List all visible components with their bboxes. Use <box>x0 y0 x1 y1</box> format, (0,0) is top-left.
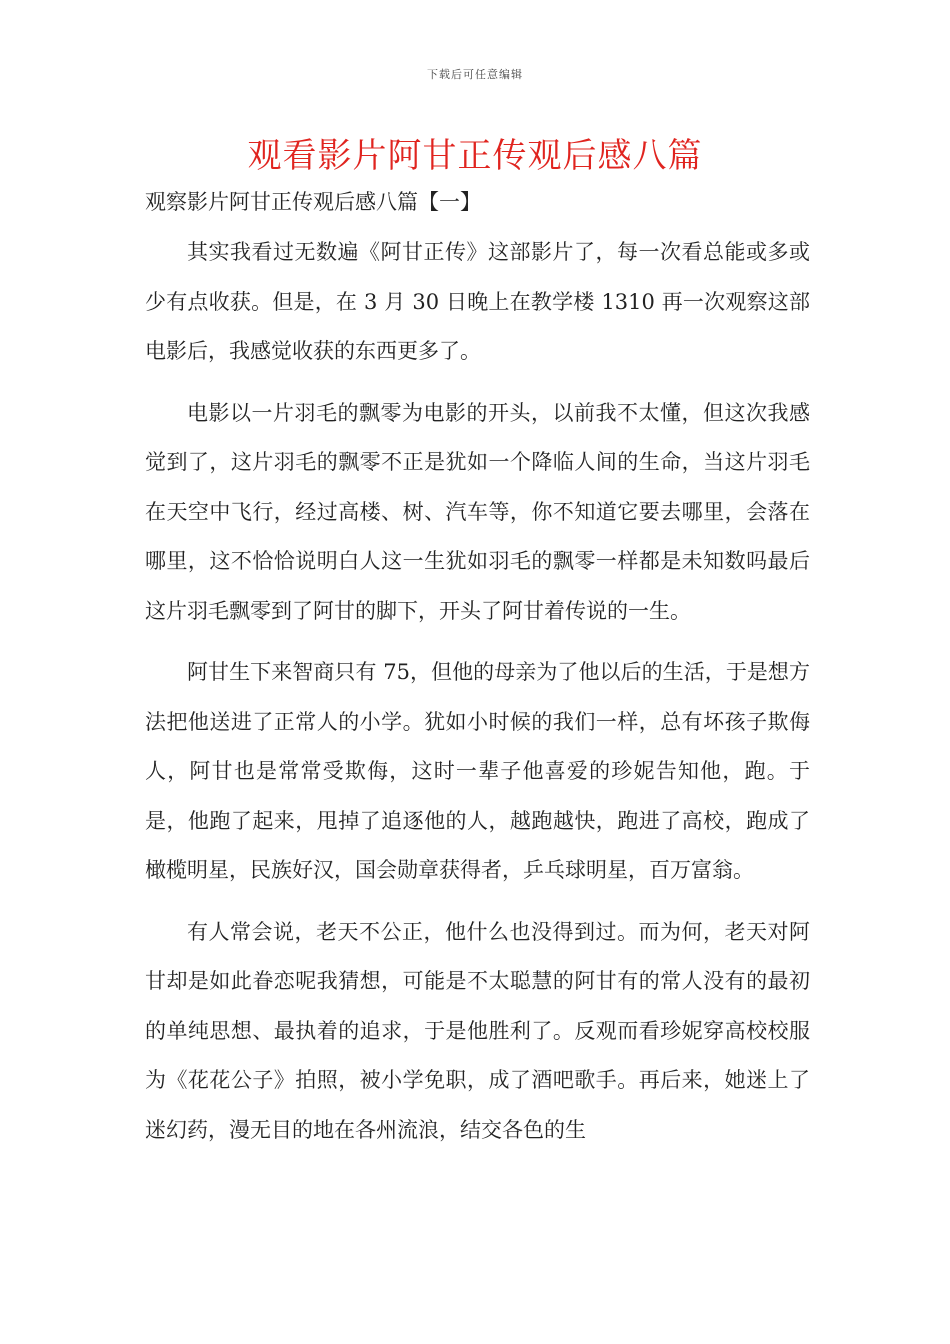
document-title: 观看影片阿甘正传观后感八篇 <box>247 136 703 176</box>
header-note: 下载后可任意编辑 <box>427 68 523 81</box>
paragraph: 阿甘生下来智商只有 75，但他的母亲为了他以后的生活，于是想方法把他送进了正常人的小学。犹如小时候的我们一样，总有坏孩子欺侮人，阿甘也是常常受欺侮，这时一辈子他喜爱的珍妮告知他，跑。于是，他跑了起来，甩掉了追逐他的人，越跑越快，跑进了高校，跑成了橄榄明星，民族好汉，国会勋章获得者，乒乓球明星，百万富翁。 <box>145 660 810 882</box>
paragraph: 其实我看过无数遍《阿甘正传》这部影片了，每一次看总能或多或少有点收获。但是，在 3 月 30 日晚上在教学楼 1310 再一次观察这部电影后，我感觉收获的东西更多了。 <box>145 240 810 363</box>
paragraph: 电影以一片羽毛的飘零为电影的开头，以前我不太懂，但这次我感觉到了，这片羽毛的飘零不正是犹如一个降临人间的生命，当这片羽毛在天空中飞行，经过高楼、树、汽车等，你不知道它要去哪里，会落在哪里，这不恰恰说明白人这一生犹如羽毛的飘零一样都是未知数吗最后这片羽毛飘零到了阿甘的脚下，开头了阿甘着传说的一生。 <box>145 400 810 623</box>
section-heading: 观察影片阿甘正传观后感八篇【一】 <box>145 190 481 214</box>
paragraph: 有人常会说，老天不公正，他什么也没得到过。而为何，老天对阿甘却是如此眷恋呢我猜想，可能是不太聪慧的阿甘有的常人没有的最初的单纯思想、最执着的追求，于是他胜利了。反观而看珍妮穿高校校服为《花花公子》拍照，被小学免职，成了酒吧歌手。再后来，她迷上了迷幻药，漫无目的地在各州流浪，结交各色的生 <box>145 919 810 1142</box>
body-text <box>145 228 810 1167</box>
